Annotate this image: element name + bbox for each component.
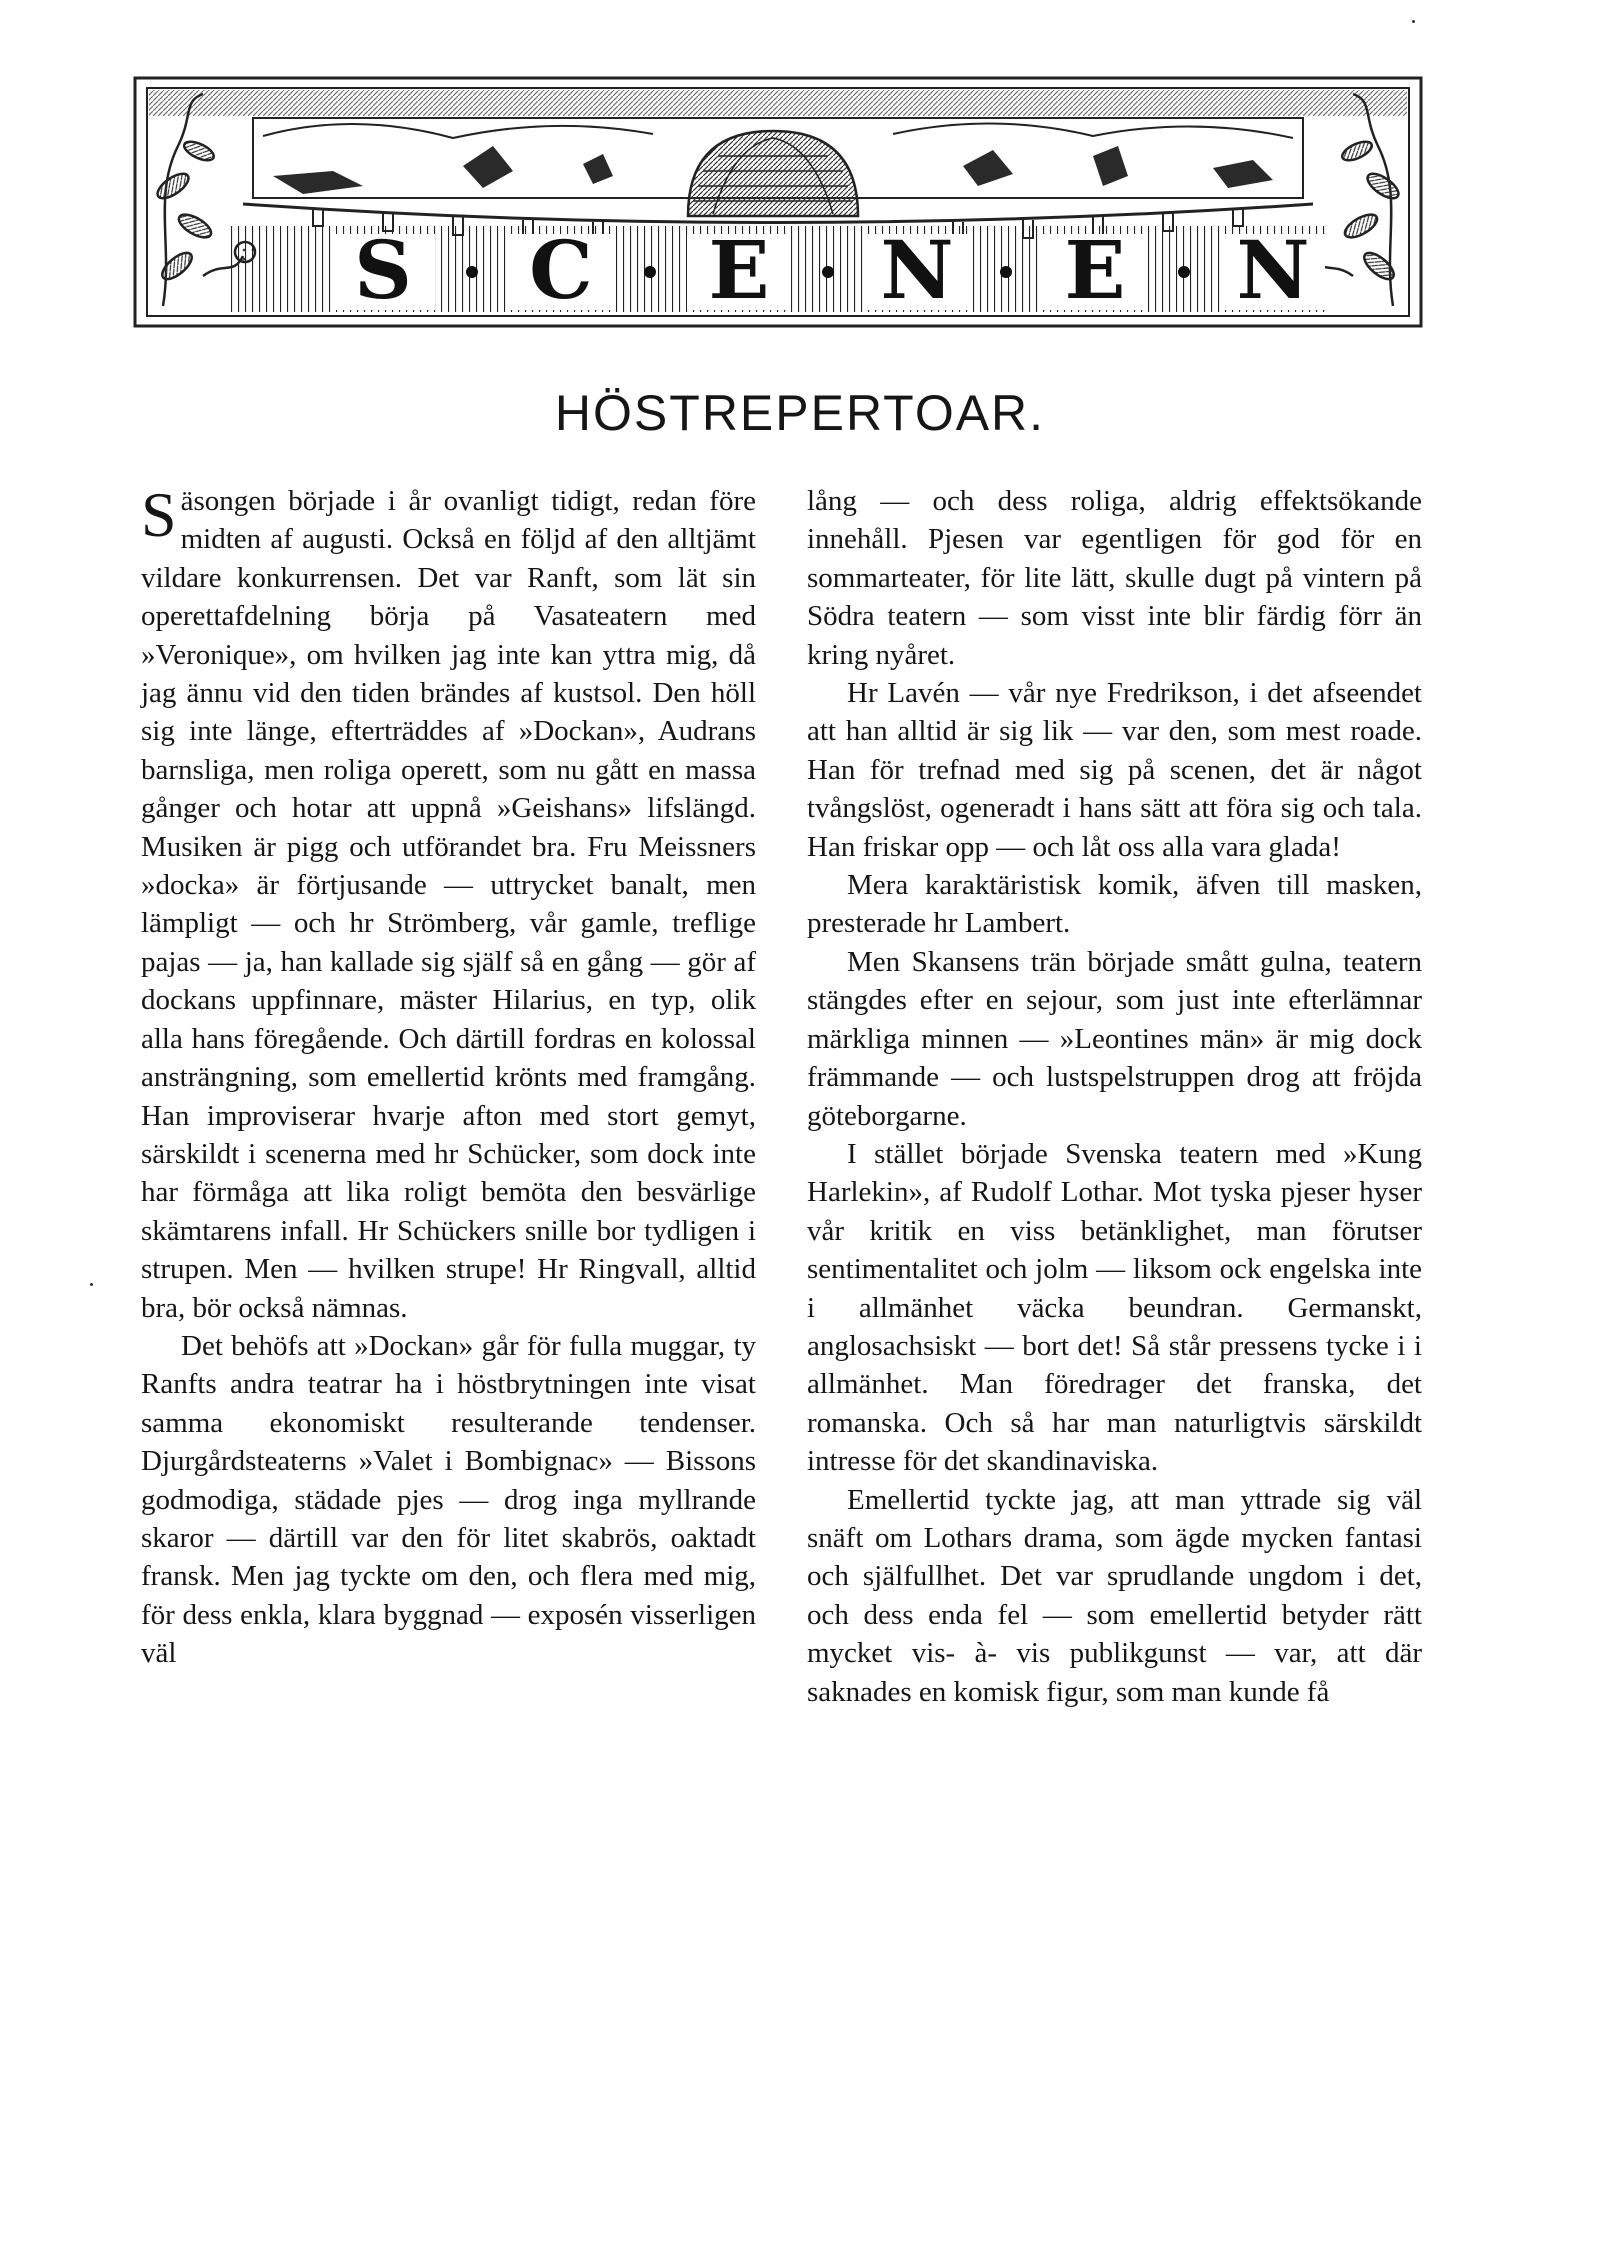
stage-scene [243, 118, 1313, 240]
banner-letter: E [708, 223, 770, 317]
right-paragraph-3: Mera karaktäristisk komik, äfven till masken, presterade hr Lambert. [807, 869, 1422, 940]
print-speck [1412, 20, 1415, 23]
banner-illustration [133, 76, 1423, 328]
banner-letter-separator [466, 266, 478, 278]
banner-letter-separator [644, 266, 656, 278]
left-paragraph-1 [141, 479, 756, 1327]
left-paragraph-2: Det behöfs att »Dockan» går för fulla muggar, ty Ranfts andra teatrar ha i höstbrytningen inte visat samma ekonomiskt resulterande tendenser. Djurgårdsteaterns »Valet i Bombignac» — Bissons godmodiga, städade pjes — drog inga myllrande skaror — därtill var den för litet skabrös, oaktadt fransk. Men jag tyckte om den, och flera med mig, för dess enkla, klara byggnad — exposén visserligen väl [141, 1329, 756, 1670]
print-speck [90, 1283, 93, 1286]
banner-letter: S [354, 223, 412, 317]
right-paragraph-1: lång — och dess roliga, aldrig effektsökande innehåll. Pjesen var egentligen för god för en sommarteater, för lite lätt, skulle dugt på vintern på Södra teatern — som visst inte blir färdig förr än kring nyåret. [807, 485, 1422, 671]
banner-letter: N [1236, 223, 1310, 317]
banner-letter-separator [822, 266, 834, 278]
right-paragraph-6: Emellertid tyckte jag, att man yttrade sig väl snäft om Lothars drama, som ägde mycken fantasi och själfullhet. Det var sprudlande ungdom i det, och dess enda fel — som emellertid betyder rätt mycket vis- à- vis publikgunst — var, att där saknades en komisk figur, som man kunde få [807, 1483, 1422, 1708]
header-banner [133, 76, 1423, 328]
left-column [141, 479, 756, 1673]
right-paragraph-2: Hr Lavén — vår nye Fredrikson, i det afseendet att han alltid är sig lik — var den, som mest roade. Han för trefnad med sig på scenen, det är något tvångslöst, ogeneradt i hans sätt att föra sig och tala. Han friskar opp — och låt oss alla vara glada! [807, 677, 1422, 863]
right-column [807, 482, 1422, 1711]
right-paragraph-5: I stället började Svenska teatern med »Kung Harlekin», af Rudolf Lothar. Mot tyska pjeser hyser vår kritik en viss betänklighet, man förutser sentimentalitet och jolm — liksom ock engelska inte i allmänhet väcka beundran. Germanskt, anglosachsiskt — bort det! Så står pressens tycke i i allmänhet. Man föredrager det franska, det romanska. Och så har man naturligtvis särskildt intresse för det skandinaviska. [807, 1137, 1422, 1478]
banner-letter-separator [1000, 266, 1012, 278]
banner-letter: N [880, 223, 954, 317]
banner-letter-separator [1178, 266, 1190, 278]
banner-letter: E [1064, 223, 1126, 317]
dropcap: S [141, 479, 177, 550]
banner-letter: C [529, 223, 593, 317]
left-paragraph-1-text: äsongen började i år ovanligt tidigt, redan före midten af augusti. Också en följd af den alltjämt vildare konkurrensen. Det var Ranft, som lät sin operettafdelning börja på Vasateatern med »Veronique», om hvilken jag inte kan yttra mig, då jag ännu vid den tiden brändes af kustsol. Den höll sig inte länge, efterträddes af »Dockan», Audrans barnsliga, men roliga operett, som nu gått en massa gånger och hotar att uppnå »Geishans» lifslängd. Musiken är pigg och utförandet bra. Fru Meissners »docka» är förtjusande — uttrycket banalt, men lämpligt — och hr Strömberg, vår gamle, treflige pajas — ja, han kallade sig själf så en gång — gör af dockans uppfinnare, mäster Hilarius, en typ, olik alla hans föregående. Och därtill fordras en kolossal ansträngning, som emellertid krönts med framgång. Han improviserar hvarje afton med stort gemyt, särskildt i scenerna med hr Schücker, som dock inte har förmåga att lika roligt bemöta den besvärlige skämtarens infall. Hr Schückers snille bor tydligen i strupen. Men — hvilken strupe! Hr Ringvall, alltid bra, bör också nämnas. [141, 485, 756, 1324]
article-title: HÖSTREPERTOAR. [554, 385, 1046, 441]
right-paragraph-4: Men Skansens trän började smått gulna, teatern stängdes efter en sejour, som just inte efterlämnar märkliga minnen — »Leontines män» är mig dock främmande — och lustspelstruppen drog att fröjda göteborgarne. [807, 945, 1422, 1132]
